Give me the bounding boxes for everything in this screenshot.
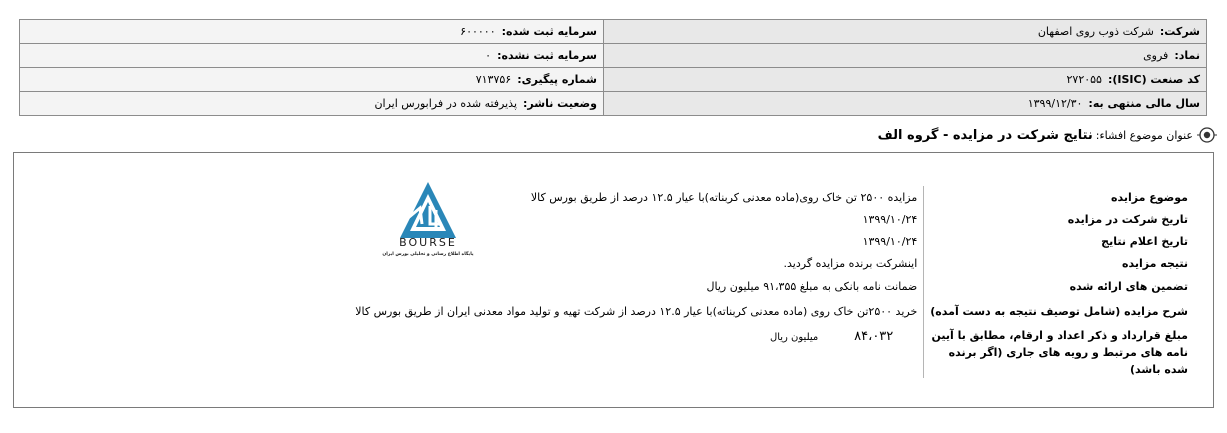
publisher-label: وضعیت ناشر: <box>523 97 597 110</box>
capital-unregistered-label: سرمایه ثبت نشده: <box>497 49 597 62</box>
detail-row <box>349 298 1192 325</box>
result-label: نتیجه مزایده <box>924 252 1192 275</box>
tracking-value: ۷۱۳۷۵۶ <box>475 73 512 86</box>
isic-value: ۲۷۲۰۵۵ <box>1066 73 1102 86</box>
logo-brand: BOURSE <box>399 236 457 249</box>
capital-registered-cell <box>20 20 604 44</box>
amount-unit: میلیون ریال <box>769 332 819 343</box>
guarantee-label: تضمین های ارائه شده <box>924 275 1192 298</box>
info-row <box>20 92 1207 116</box>
company-value: شرکت ذوب روی اصفهان <box>1037 25 1154 38</box>
tracking-label: شماره پیگیری: <box>517 73 597 86</box>
detail-row <box>349 275 1192 298</box>
result-value: اینشرکت برنده مزایده گردید. <box>783 257 918 270</box>
capital-registered-label: سرمایه ثبت شده: <box>501 25 597 38</box>
description-label: شرح مزایده (شامل توصیف نتیجه به دست آمده) <box>924 298 1192 325</box>
symbol-value: فروی <box>1143 49 1169 62</box>
publisher-value: پذیرفته شده در فرابورس ایران <box>374 97 518 110</box>
participation-date-label: تاریخ شرکت در مزایده <box>924 208 1192 230</box>
participation-date-value: ۱۳۹۹/۱۰/۲۴ <box>862 212 918 226</box>
fiscal-label: سال مالی منتهی به: <box>1088 97 1200 110</box>
disclosure-subject <box>878 123 1217 147</box>
subject-title: نتایج شرکت در مزایده - گروه الف <box>877 127 1093 143</box>
info-row <box>20 68 1207 92</box>
company-info-table <box>19 19 1207 116</box>
capital-unregistered-cell <box>20 44 604 68</box>
bourse-logo <box>378 180 478 258</box>
symbol-cell <box>604 44 1207 68</box>
auction-subject-label: موضوع مزایده <box>924 186 1192 208</box>
isic-cell <box>604 68 1207 92</box>
amount-cell <box>349 325 924 378</box>
company-cell <box>604 20 1207 44</box>
detail-row <box>349 325 1192 378</box>
info-row <box>20 20 1207 44</box>
tracking-cell <box>20 68 604 92</box>
target-icon <box>1197 125 1217 145</box>
capital-unregistered-value: ۰ <box>485 49 492 62</box>
fiscal-cell <box>604 92 1207 116</box>
info-row <box>20 44 1207 68</box>
auction-subject-value: مزایده ۲۵۰۰ تن خاک روی(ماده معدنی کربناته)با عیار ۱۲.۵ درصد از طریق بورس کالا <box>530 190 918 204</box>
subject-prefix: عنوان موضوع افشاء: <box>1095 128 1193 142</box>
logo-tagline: پایگاه اطلاع رسانی و تحلیلی بورس ایران <box>382 252 474 257</box>
description-value: خرید ۲۵۰۰تن خاک روی (ماده معدنی کربناته)با عیار ۱۲.۵ درصد از شرکت تهیه و تولید مواد معدنی ایران از طریق بورس کالا <box>355 305 918 318</box>
amount-label: مبلغ قرارداد و ذکر اعداد و ارقام، مطابق با آیین نامه های مرتبط و رویه های جاری (اگر برنده شده باشد) <box>924 325 1192 378</box>
result-date-label: تاریخ اعلام نتایج <box>924 230 1192 252</box>
amount-value: ۸۴،۰۳۲ <box>854 329 894 344</box>
symbol-label: نماد: <box>1174 49 1200 62</box>
fiscal-value: ۱۳۹۹/۱۲/۳۰ <box>1027 97 1083 110</box>
isic-label: کد صنعت (ISIC): <box>1107 73 1200 86</box>
guarantee-value: ضمانت نامه بانکی به مبلغ ۹۱،۳۵۵ میلیون ریال <box>706 280 918 293</box>
company-label: شرکت: <box>1159 25 1200 38</box>
publisher-cell <box>20 92 604 116</box>
capital-registered-value: ۶۰۰۰۰۰ <box>460 25 496 38</box>
result-date-value: ۱۳۹۹/۱۰/۲۴ <box>862 234 918 248</box>
auction-details-box <box>13 152 1214 408</box>
